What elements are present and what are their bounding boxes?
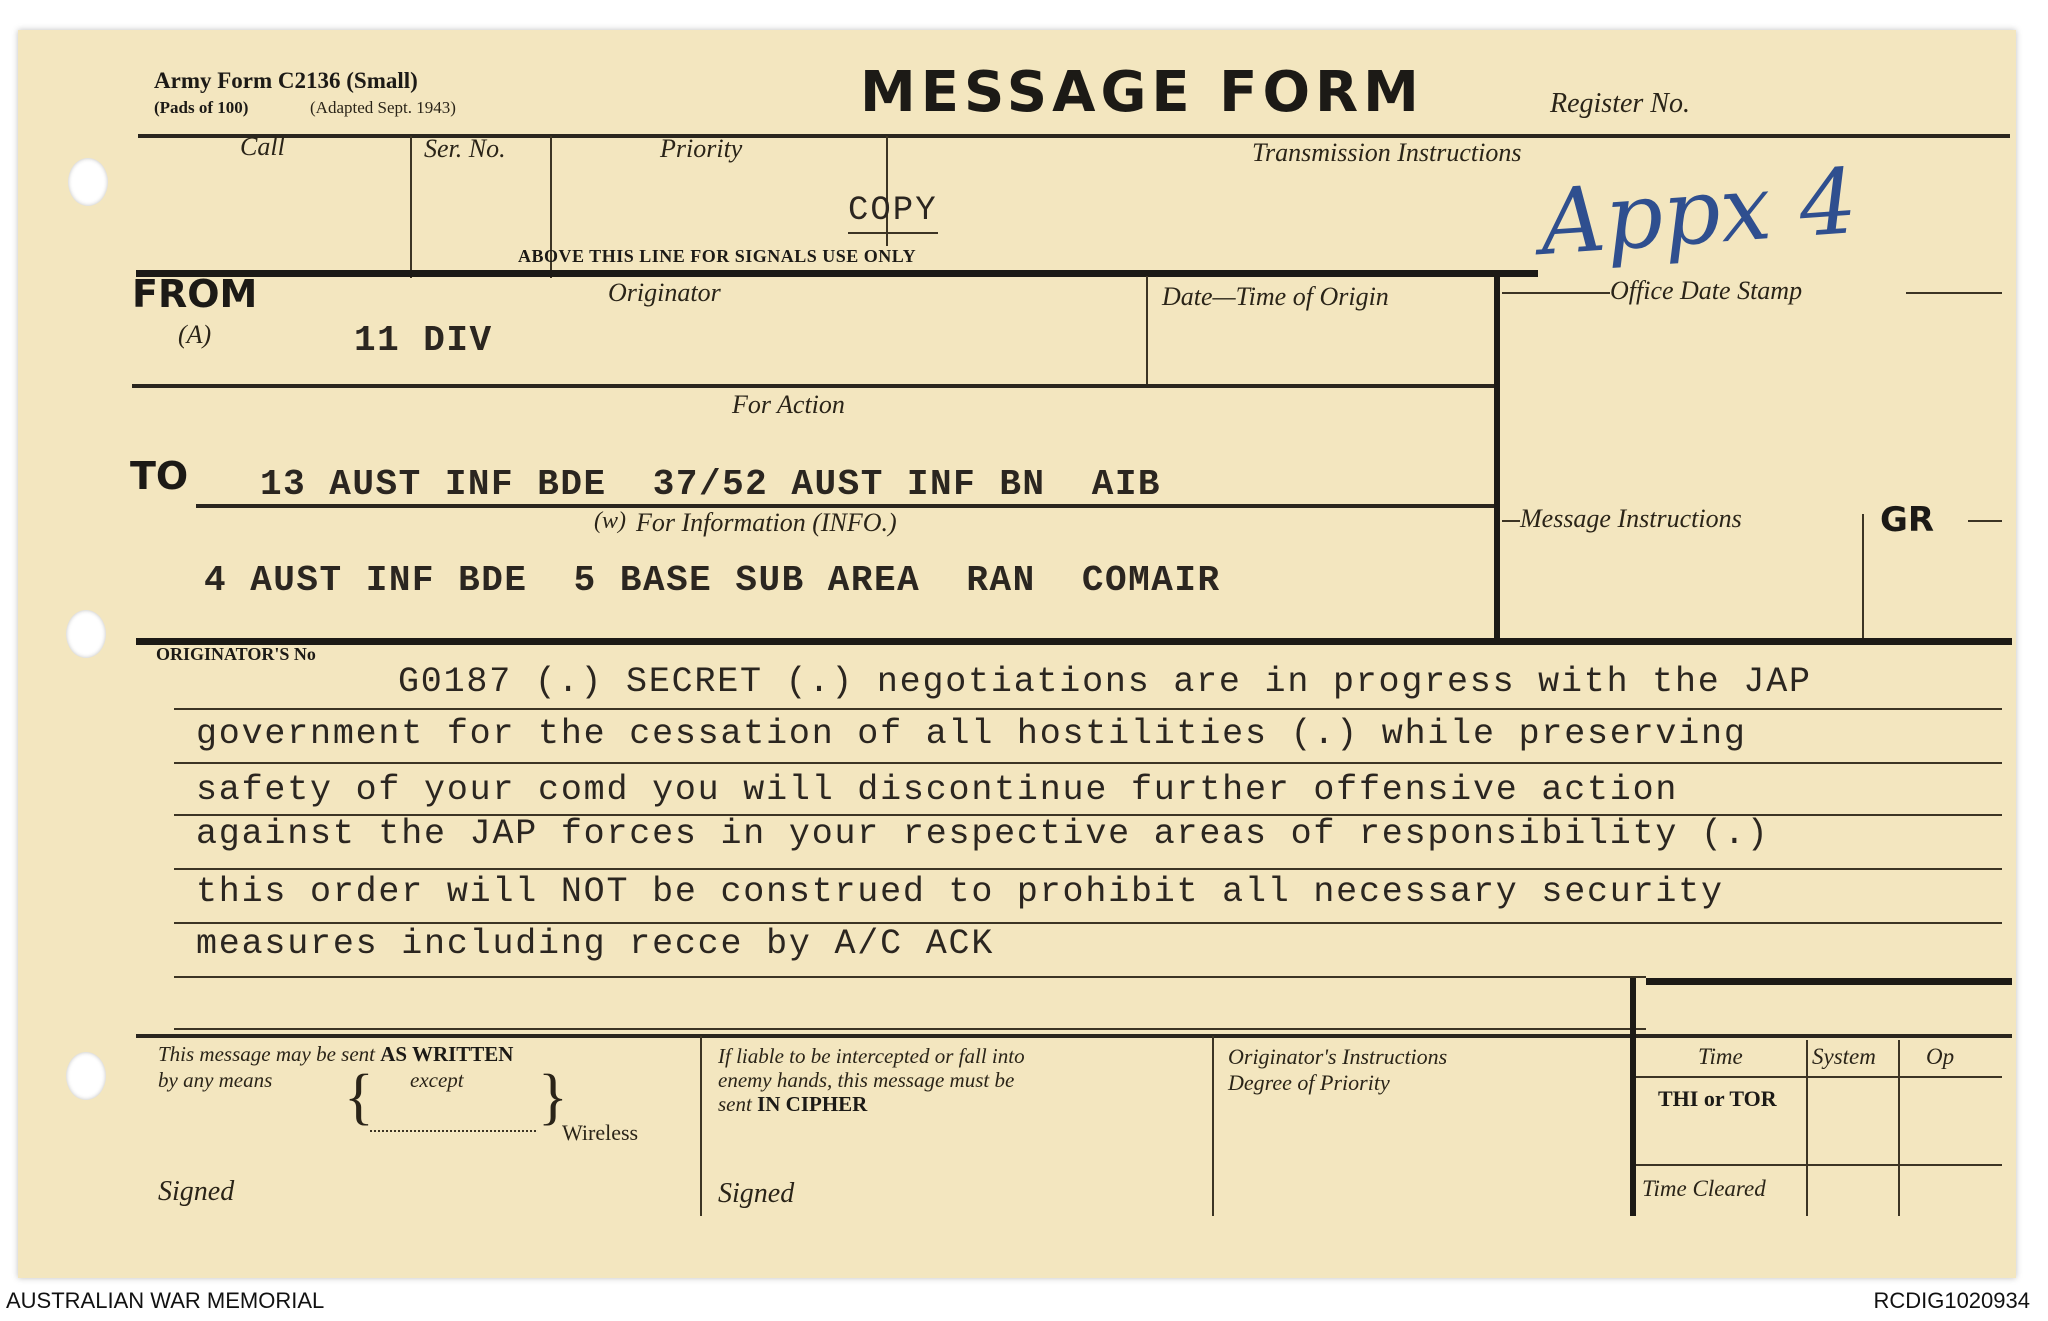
liable-line-1: If liable to be intercepted or fall into — [718, 1044, 1025, 1068]
body-line-4: against the JAP forces in your respective areas of responsibility (.) — [196, 814, 1770, 854]
from-top-rule — [136, 270, 1538, 277]
divider-main-right — [1494, 270, 1500, 638]
liable-line-2: enemy hands, this message must be — [718, 1068, 1015, 1092]
originator-instructions-label: Originator's Instructions — [1228, 1044, 1448, 1069]
ser-no-label: Ser. No. — [424, 134, 506, 163]
gr-label: GR — [1880, 500, 1935, 540]
wireless-text: Wireless — [562, 1120, 639, 1145]
op-label: Op — [1926, 1044, 1955, 1069]
by-any-means-text: by any means — [158, 1068, 273, 1092]
except-text: except — [410, 1068, 464, 1092]
body-line-2: government for the cessation of all hostilities (.) while preserving — [196, 714, 1747, 754]
time-header-rule — [1636, 1076, 2002, 1078]
originators-no-label: ORIGINATOR'S No — [156, 644, 316, 664]
above-line-note: ABOVE THIS LINE FOR SIGNALS USE ONLY — [518, 246, 917, 266]
footer-source: AUSTRALIAN WAR MEMORIAL — [6, 1288, 325, 1313]
transmission-instructions-label: Transmission Instructions — [1252, 138, 1522, 167]
divider-bottom-1 — [700, 1036, 702, 1216]
header-rule — [138, 134, 2010, 138]
in-cipher-line — [718, 1092, 867, 1117]
except-blank-line — [370, 1130, 536, 1132]
footer-record-id: RCDIG1020934 — [1873, 1288, 2030, 1313]
signed-left-label: Signed — [158, 1176, 235, 1207]
thi-tor-label: THI or TOR — [1658, 1086, 1777, 1111]
signed-mid-label: Signed — [718, 1178, 795, 1209]
body-line-3: safety of your comd you will discontinue further offensive action — [196, 770, 1679, 810]
body-rule-7 — [174, 1028, 1646, 1030]
system-label: System — [1812, 1044, 1876, 1069]
to-bottom-rule — [136, 638, 2012, 645]
w-label: (w) — [594, 508, 626, 534]
divider-bottom-2 — [1212, 1036, 1214, 1216]
punch-hole-middle — [66, 610, 106, 658]
body-rule-6 — [174, 976, 1646, 978]
from-bottom-rule — [132, 384, 1494, 388]
body-rule-1 — [174, 708, 2002, 710]
divider-call — [410, 136, 412, 278]
punch-hole-bottom — [66, 1052, 106, 1100]
body-rule-2 — [174, 762, 2002, 764]
body-line-1: G0187 (.) SECRET (.) negotiations are in progress with the JAP — [398, 662, 1812, 702]
body-line-5: this order will NOT be construed to prohibit all necessary security — [196, 872, 1724, 912]
date-time-origin-label: Date—Time of Origin — [1162, 282, 1389, 311]
handwritten-appendix-note: Appx 4 — [1536, 149, 1861, 276]
in-cipher-text: IN CIPHER — [757, 1092, 868, 1116]
from-a-label: (A) — [178, 320, 212, 349]
to-label: TO — [130, 454, 189, 498]
time-label: Time — [1698, 1044, 1743, 1069]
divider-time-box — [1630, 978, 1636, 1216]
sent-as-written-text: This message may be sent — [158, 1042, 375, 1066]
info-value: 4 AUST INF BDE 5 BASE SUB AREA RAN COMAIR — [204, 560, 1221, 601]
gr-rule-right — [1968, 520, 2002, 522]
message-form-sheet — [18, 30, 2016, 1278]
divider-op — [1898, 1040, 1900, 1216]
except-brace-left: { — [344, 1063, 374, 1131]
copy-stamp: COPY — [848, 192, 938, 234]
office-stamp-rule-left — [1502, 292, 1610, 294]
office-stamp-rule-right — [1906, 292, 2002, 294]
body-line-6: measures including recce by A/C ACK — [196, 924, 995, 964]
call-label: Call — [240, 132, 285, 161]
form-id: Army Form C2136 (Small) — [154, 68, 418, 93]
time-mid-rule — [1636, 1164, 2002, 1166]
originator-value: 11 DIV — [354, 320, 493, 361]
for-action-label: For Action — [732, 390, 845, 419]
for-information-label: For Information (INFO.) — [636, 508, 897, 537]
office-date-stamp-label: Office Date Stamp — [1610, 276, 1803, 305]
form-title: MESSAGE FORM — [860, 60, 1424, 125]
register-no-label: Register No. — [1550, 88, 1690, 119]
time-cleared-label: Time Cleared — [1642, 1176, 1766, 1201]
divider-originator-date — [1146, 276, 1148, 384]
bottom-section-top-rule — [136, 1034, 2012, 1038]
divider-system — [1806, 1040, 1808, 1216]
from-label: FROM — [132, 272, 258, 316]
originator-label: Originator — [608, 278, 721, 307]
liable-sent-text: sent — [718, 1092, 752, 1116]
as-written-text: AS WRITTEN — [380, 1042, 514, 1066]
pads-note: (Pads of 100) — [154, 98, 249, 117]
priority-label: Priority — [660, 134, 743, 163]
sent-as-written-line — [158, 1042, 513, 1067]
msg-instr-rule-left — [1502, 520, 1520, 522]
except-brace-right: } — [538, 1063, 568, 1131]
divider-gr — [1862, 514, 1864, 638]
message-instructions-label: Message Instructions — [1520, 504, 1742, 533]
degree-of-priority-label: Degree of Priority — [1228, 1070, 1390, 1095]
bottom-box-top-rule — [1646, 978, 2012, 985]
punch-hole-top — [68, 158, 108, 206]
adapted-note: (Adapted Sept. 1943) — [310, 98, 456, 117]
body-rule-4 — [174, 868, 2002, 870]
to-value: 13 AUST INF BDE 37/52 AUST INF BN AIB — [260, 464, 1162, 505]
